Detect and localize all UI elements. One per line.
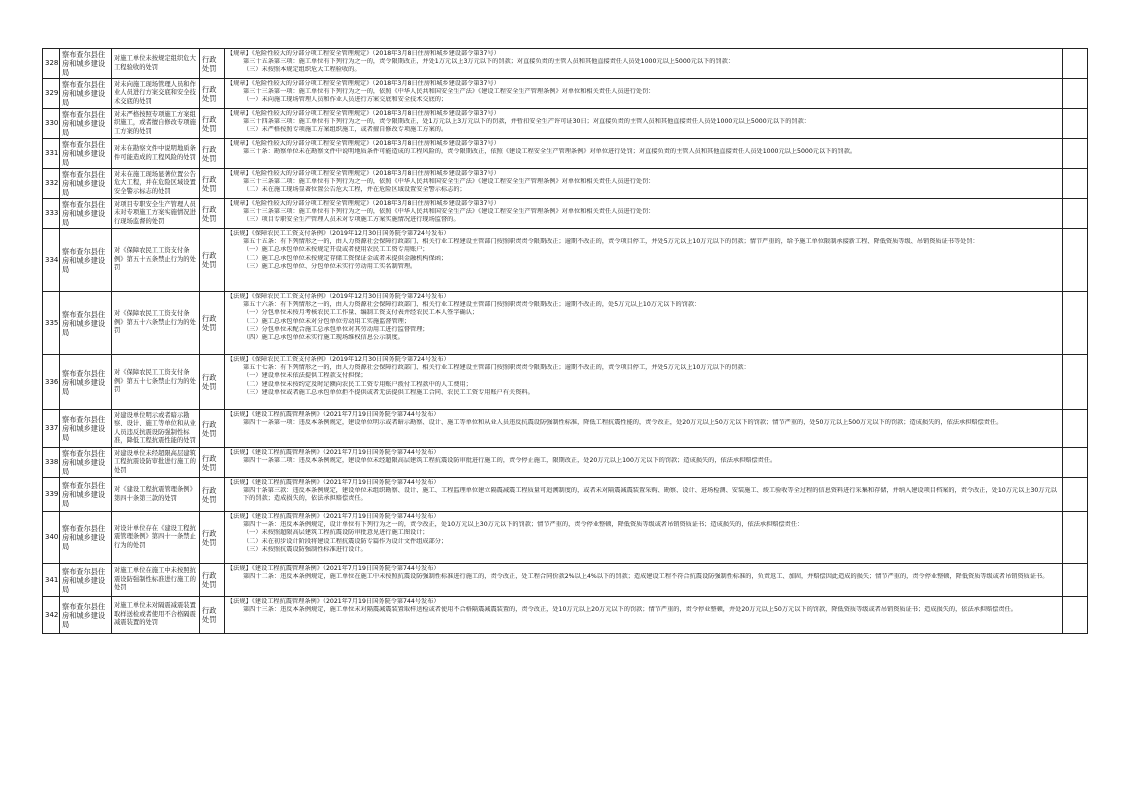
penalty-item: 对未在施工现场显著位置公告危大工程，并在危险区域设置安全警示标志的处罚 bbox=[112, 169, 200, 199]
basis-clause: 第四十三条：违反本条例规定，施工单位未对隔震减震装置取样送检或者使用不合格隔震减震装置的，责令改正，处10万元以上20万元以下的罚款；情节严重的，责令停业整顿，并处20万元以上50万元以下的罚款，降低资质等级或者吊销资质证书；造成损失的，依法承担赔偿责任。 bbox=[243, 606, 1017, 614]
penalty-type: 行政处罚 bbox=[200, 512, 225, 564]
basis-clause: 第五十七条：有下列情形之一的，由人力资源社会保障行政部门、相关行业工程建设主管部门按照职责责令限期改正；逾期不改正的，责令项目停工，并处5万元以上10万元以下的罚款： bbox=[243, 364, 750, 372]
basis-clause: （二）施工总承包单位未对分包单位劳动用工实施监督管理； bbox=[243, 317, 411, 325]
penalty-item: 对施工单位未对隔震减震装置取样送检或者使用不合格隔震减震装置的处罚 bbox=[112, 597, 200, 634]
remarks-cell bbox=[1063, 292, 1088, 355]
penalty-table bbox=[42, 48, 1088, 634]
table-row bbox=[43, 410, 1088, 448]
penalty-item: 对施工单位未按规定组织危大工程验收的处罚 bbox=[112, 49, 200, 79]
penalty-item: 对《保障农民工工资支付条例》第五十七条禁止行为的处罚 bbox=[112, 355, 200, 410]
basis-clause: 第三十三条第三项：施工单位有下列行为之一的，依照《中华人民共和国安全生产法》《建设工程安全生产管理条例》对单位和相关责任人员进行处罚： bbox=[243, 208, 655, 216]
basis-clause: 第四十一条第一项：违反本条例规定，建设单位明示或者暗示勘察、设计、施工等单位和从业人员违反抗震设防强制性标准，降低工程抗震性能的，责令改正，处20万元以上50万元以下的罚款；情节严重的，处50万元以上500万元以下的罚款；造成损失的，依法承担赔偿责任。 bbox=[243, 419, 1003, 427]
legal-basis bbox=[225, 109, 1063, 139]
row-number: 335 bbox=[43, 292, 60, 355]
penalty-item: 对未向施工现场管理人员和作业人员进行方案交底和安全技术交底的处罚 bbox=[112, 79, 200, 109]
remarks-cell bbox=[1063, 199, 1088, 229]
basis-clause: （二）建设单位未按约定及时足额向农民工工资专用账户拨付工程款中的人工费用； bbox=[243, 380, 472, 388]
agency-name: 察布查尔县住房和城乡建设局 bbox=[60, 49, 112, 79]
table-row bbox=[43, 49, 1088, 79]
basis-source: 【规章】《危险性较大的分部分项工程安全管理规定》（2018年3月8日住房和城乡建设部令第37号） bbox=[227, 140, 500, 147]
agency-name: 察布查尔县住房和城乡建设局 bbox=[60, 139, 112, 169]
penalty-type: 行政处罚 bbox=[200, 79, 225, 109]
basis-clause: 第三十四条第三项：施工单位有下列行为之一的，责令限期改正，处1万元以上3万元以下的罚款，并暂扣安全生产许可证30日；对直接负责的主管人员和其他直接责任人员处1000元以上5000元以下的罚款： bbox=[243, 118, 810, 126]
penalty-item: 对设计单位存在《建设工程抗震管理条例》第四十一条禁止行为的处罚 bbox=[112, 512, 200, 564]
basis-clause: （一）施工总承包单位未按规定开设或者使用农民工工资专用账户； bbox=[243, 246, 429, 254]
legal-basis bbox=[225, 292, 1063, 355]
table-row bbox=[43, 292, 1088, 355]
penalty-item: 对未严格按照专项施工方案组织施工，或者擅自修改专项施工方案的处罚 bbox=[112, 109, 200, 139]
remarks-cell bbox=[1063, 229, 1088, 292]
remarks-cell bbox=[1063, 564, 1088, 597]
penalty-type: 行政处罚 bbox=[200, 564, 225, 597]
row-number: 328 bbox=[43, 49, 60, 79]
basis-source: 【法规】《建设工程抗震管理条例》（2021年7月19日国务院令第744号发布） bbox=[227, 513, 440, 520]
agency-name: 察布查尔县住房和城乡建设局 bbox=[60, 410, 112, 448]
basis-clause: （二）未在初步设计阶段将建设工程抗震设防专篇作为设计文件组成部分； bbox=[243, 537, 448, 545]
basis-source: 【规章】《危险性较大的分部分项工程安全管理规定》（2018年3月8日住房和城乡建设部令第37号） bbox=[227, 110, 500, 117]
table-row bbox=[43, 597, 1088, 634]
basis-source: 【法规】《建设工程抗震管理条例》（2021年7月19日国务院令第744号发布） bbox=[227, 411, 440, 418]
agency-name: 察布查尔县住房和城乡建设局 bbox=[60, 478, 112, 512]
basis-clause: 第五十五条：有下列情形之一的，由人力资源社会保障行政部门、相关行业工程建设主管部门按照职责责令限期改正；逾期不改正的，责令项目停工，并处5万元以上10万元以下的罚款；情节严重的，给予施工单位限制承接新工程、降低资质等级、吊销资质证书等处罚： bbox=[243, 238, 979, 246]
basis-source: 【规章】《危险性较大的分部分项工程安全管理规定》（2018年3月8日住房和城乡建设部令第37号） bbox=[227, 50, 500, 57]
remarks-cell bbox=[1063, 355, 1088, 410]
penalty-type: 行政处罚 bbox=[200, 597, 225, 634]
basis-clause: （三）未按照抗震设防强制性标准进行设计。 bbox=[243, 545, 367, 553]
table-row bbox=[43, 355, 1088, 410]
basis-source: 【规章】《危险性较大的分部分项工程安全管理规定》（2018年3月8日住房和城乡建设部令第37号） bbox=[227, 80, 500, 87]
penalty-item: 对未在勘察文件中说明地质条件可能造成的工程风险的处罚 bbox=[112, 139, 200, 169]
legal-basis bbox=[225, 199, 1063, 229]
basis-source: 【法规】《保障农民工工资支付条例》（2019年12月30日国务院令第724号发布） bbox=[227, 230, 450, 237]
table-row bbox=[43, 79, 1088, 109]
basis-clause: （三）项目专职安全生产管理人员未对专项施工方案实施情况进行现场监督的。 bbox=[243, 216, 460, 224]
legal-basis bbox=[225, 597, 1063, 634]
basis-source: 【法规】《保障农民工工资支付条例》（2019年12月30日国务院令第724号发布） bbox=[227, 356, 450, 363]
penalty-type: 行政处罚 bbox=[200, 410, 225, 448]
penalty-item: 对《保障农民工工资支付条例》第五十五条禁止行为的处罚 bbox=[112, 229, 200, 292]
remarks-cell bbox=[1063, 169, 1088, 199]
row-number: 333 bbox=[43, 199, 60, 229]
agency-name: 察布查尔县住房和城乡建设局 bbox=[60, 448, 112, 478]
row-number: 338 bbox=[43, 448, 60, 478]
table-row bbox=[43, 564, 1088, 597]
basis-clause: 第四十一条第二项：违反本条例规定，建设单位未经超限高层建筑工程抗震设防审批进行施工的，责令停止施工，限期改正，处20万元以上100万元以下的罚款；造成损失的，依法承担赔偿责任。 bbox=[243, 457, 777, 465]
table-row bbox=[43, 512, 1088, 564]
legal-basis bbox=[225, 49, 1063, 79]
table-row bbox=[43, 139, 1088, 169]
penalty-type: 行政处罚 bbox=[200, 229, 225, 292]
basis-clause: （一）未向施工现场管理人员和作业人员进行方案交底和安全技术交底的； bbox=[243, 96, 448, 104]
agency-name: 察布查尔县住房和城乡建设局 bbox=[60, 355, 112, 410]
remarks-cell bbox=[1063, 448, 1088, 478]
table-body bbox=[43, 49, 1088, 634]
row-number: 342 bbox=[43, 597, 60, 634]
basis-clause: 第三十五条第三项：施工单位有下列行为之一的，责令限期改正，并处1万元以上3万元以下的罚款；对直接负责的主管人员和其他直接责任人员处1000元以上5000元以下的罚款： bbox=[243, 58, 735, 66]
penalty-table-container bbox=[42, 48, 1087, 634]
penalty-type: 行政处罚 bbox=[200, 109, 225, 139]
penalty-type: 行政处罚 bbox=[200, 199, 225, 229]
basis-clause: （三）分包单位未配合施工总承包单位对其劳动用工进行监督管理； bbox=[243, 325, 429, 333]
penalty-type: 行政处罚 bbox=[200, 139, 225, 169]
basis-clause: （一）分包单位未按月考核农民工工作量、编制工资支付表并经农民工本人签字确认； bbox=[243, 309, 479, 317]
legal-basis bbox=[225, 410, 1063, 448]
row-number: 336 bbox=[43, 355, 60, 410]
agency-name: 察布查尔县住房和城乡建设局 bbox=[60, 109, 112, 139]
basis-source: 【法规】《建设工程抗震管理条例》（2021年7月19日国务院令第744号发布） bbox=[227, 565, 440, 572]
remarks-cell bbox=[1063, 597, 1088, 634]
legal-basis bbox=[225, 79, 1063, 109]
basis-clause: （一）建设单位未依法提供工程款支付担保； bbox=[243, 372, 367, 380]
penalty-item: 对建设单位明示或者暗示勘察、设计、施工等单位和从业人员违反抗震设防强制性标准，降低工程抗震性能的处罚 bbox=[112, 410, 200, 448]
row-number: 341 bbox=[43, 564, 60, 597]
legal-basis bbox=[225, 478, 1063, 512]
remarks-cell bbox=[1063, 109, 1088, 139]
agency-name: 察布查尔县住房和城乡建设局 bbox=[60, 199, 112, 229]
agency-name: 察布查尔县住房和城乡建设局 bbox=[60, 229, 112, 292]
agency-name: 察布查尔县住房和城乡建设局 bbox=[60, 169, 112, 199]
row-number: 337 bbox=[43, 410, 60, 448]
legal-basis bbox=[225, 355, 1063, 410]
legal-basis bbox=[225, 564, 1063, 597]
basis-source: 【法规】《建设工程抗震管理条例》（2021年7月19日国务院令第744号发布） bbox=[227, 598, 440, 605]
table-row bbox=[43, 448, 1088, 478]
remarks-cell bbox=[1063, 512, 1088, 564]
remarks-cell bbox=[1063, 49, 1088, 79]
basis-clause: （一）未按照超限高层建筑工程抗震设防审批意见进行施工图设计； bbox=[243, 529, 429, 537]
penalty-type: 行政处罚 bbox=[200, 292, 225, 355]
table-row bbox=[43, 199, 1088, 229]
basis-clause: （三）施工总承包单位、分包单位未实行劳动用工实名制管理。 bbox=[243, 262, 417, 270]
basis-source: 【法规】《保障农民工工资支付条例》（2019年12月30日国务院令第724号发布） bbox=[227, 293, 450, 300]
agency-name: 察布查尔县住房和城乡建设局 bbox=[60, 564, 112, 597]
basis-clause: 第四十一条：违反本条例规定，设计单位有下列行为之一的，责令改正，处10万元以上30万元以下的罚款；情节严重的，责令停业整顿，降低资质等级或者吊销资质证书；造成损失的，依法承担赔偿责任： bbox=[243, 521, 804, 529]
remarks-cell bbox=[1063, 410, 1088, 448]
penalty-item: 对建设单位未经超限高层建筑工程抗震设防审批进行施工的处罚 bbox=[112, 448, 200, 478]
basis-clause: 第三十三条第一项：施工单位有下列行为之一的，依照《中华人民共和国安全生产法》《建设工程安全生产管理条例》对单位和相关责任人员进行处罚： bbox=[243, 88, 655, 96]
legal-basis bbox=[225, 512, 1063, 564]
basis-clause: 第四十条第三款：违反本条例规定，建设单位未组织勘察、设计、施工、工程监理单位建立隔震减震工程质量可追溯制度的，或者未对隔震减震装置采购、勘察、设计、进场检测、安装施工、竣工验收等全过程的信息资料进行采集和存储，并纳入建设项目档案的，责令改正，处10万元以上30万元以下的罚款；造成损失的，依法承担赔偿责任。 bbox=[243, 487, 1057, 503]
remarks-cell bbox=[1063, 139, 1088, 169]
row-number: 334 bbox=[43, 229, 60, 292]
table-row bbox=[43, 169, 1088, 199]
basis-clause: （三）未严格按照专项施工方案组织施工，或者擅自修改专项施工方案的。 bbox=[243, 126, 448, 134]
penalty-item: 对《建设工程抗震管理条例》第四十条第三款的处罚 bbox=[112, 478, 200, 512]
penalty-type: 行政处罚 bbox=[200, 355, 225, 410]
legal-basis bbox=[225, 169, 1063, 199]
penalty-item: 对施工单位在施工中未按照抗震设防强制性标准进行施工的处罚 bbox=[112, 564, 200, 597]
penalty-type: 行政处罚 bbox=[200, 49, 225, 79]
basis-source: 【法规】《建设工程抗震管理条例》（2021年7月19日国务院令第744号发布） bbox=[227, 479, 440, 486]
legal-basis bbox=[225, 139, 1063, 169]
basis-clause: （二）未在施工现场显著位置公告危大工程，并在危险区域设置安全警示标志的； bbox=[243, 186, 466, 194]
row-number: 340 bbox=[43, 512, 60, 564]
table-row bbox=[43, 109, 1088, 139]
basis-clause: （二）施工总承包单位未按规定存储工资保证金或者未提供金融机构保函； bbox=[243, 254, 448, 262]
agency-name: 察布查尔县住房和城乡建设局 bbox=[60, 512, 112, 564]
row-number: 339 bbox=[43, 478, 60, 512]
agency-name: 察布查尔县住房和城乡建设局 bbox=[60, 597, 112, 634]
penalty-type: 行政处罚 bbox=[200, 169, 225, 199]
row-number: 331 bbox=[43, 139, 60, 169]
penalty-item: 对《保障农民工工资支付条例》第五十六条禁止行为的处罚 bbox=[112, 292, 200, 355]
penalty-item: 对项目专职安全生产管理人员未对专项施工方案实施情况进行现场监督的处罚 bbox=[112, 199, 200, 229]
remarks-cell bbox=[1063, 79, 1088, 109]
table-row bbox=[43, 229, 1088, 292]
basis-source: 【法规】《建设工程抗震管理条例》（2021年7月19日国务院令第744号发布） bbox=[227, 449, 440, 456]
basis-clause: （四）施工总承包单位未实行施工现场维权信息公示制度。 bbox=[243, 334, 404, 342]
table-row bbox=[43, 478, 1088, 512]
row-number: 330 bbox=[43, 109, 60, 139]
penalty-type: 行政处罚 bbox=[200, 448, 225, 478]
penalty-type: 行政处罚 bbox=[200, 478, 225, 512]
legal-basis bbox=[225, 229, 1063, 292]
basis-source: 【规章】《危险性较大的分部分项工程安全管理规定》（2018年3月8日住房和城乡建设部令第37号） bbox=[227, 170, 500, 177]
remarks-cell bbox=[1063, 478, 1088, 512]
basis-source: 【规章】《危险性较大的分部分项工程安全管理规定》（2018年3月8日住房和城乡建设部令第37号） bbox=[227, 200, 500, 207]
basis-clause: （三）未按照本规定组织危大工程验收的。 bbox=[243, 66, 361, 74]
basis-clause: 第四十二条：违反本条例规定，施工单位在施工中未按照抗震设防强制性标准进行施工的，责令改正，处工程合同价款2%以上4%以下的罚款；造成建设工程不符合抗震设防强制性标准的，负责返工、加固，并赔偿因此造成的损失；情节严重的，责令停业整顿，降低资质等级或者吊销资质证书。 bbox=[243, 573, 1049, 581]
basis-clause: 第三十条：勘察单位未在勘察文件中说明地质条件可能造成的工程风险的，责令限期改正，依照《建设工程安全生产管理条例》对单位进行处罚；对直接负责的主管人员和其他直接责任人员处1000元以上5000元以下的罚款。 bbox=[243, 148, 857, 156]
basis-clause: 第五十六条：有下列情形之一的，由人力资源社会保障行政部门、相关行业工程建设主管部门按照职责责令限期改正；逾期不改正的，处5万元以上10万元以下的罚款： bbox=[243, 301, 701, 309]
basis-clause: 第三十三条第二项：施工单位有下列行为之一的，依照《中华人民共和国安全生产法》《建设工程安全生产管理条例》对单位和相关责任人员进行处罚： bbox=[243, 178, 655, 186]
agency-name: 察布查尔县住房和城乡建设局 bbox=[60, 79, 112, 109]
basis-clause: （三）建设单位或者施工总承包单位拒不提供或者无法提供工程施工合同、农民工工资专用账户有关资料。 bbox=[243, 388, 534, 396]
row-number: 329 bbox=[43, 79, 60, 109]
legal-basis bbox=[225, 448, 1063, 478]
agency-name: 察布查尔县住房和城乡建设局 bbox=[60, 292, 112, 355]
row-number: 332 bbox=[43, 169, 60, 199]
